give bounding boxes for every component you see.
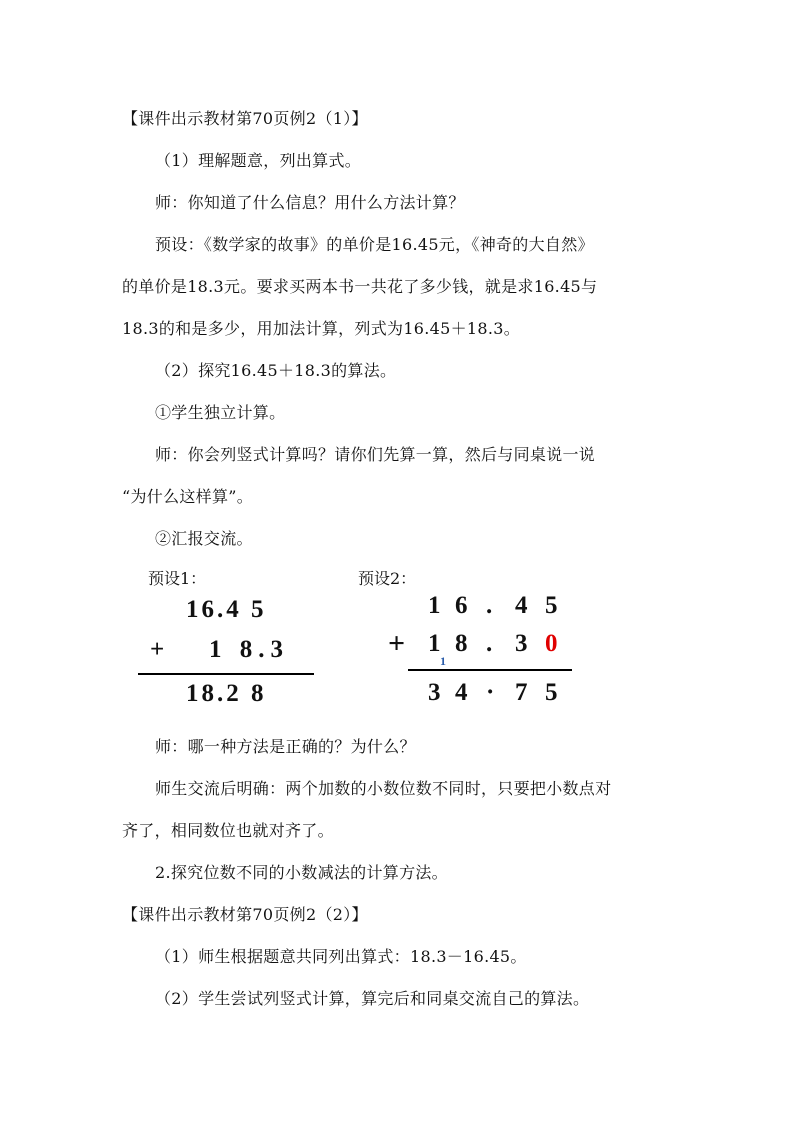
- preset-text-line-1: 预设：《数学家的故事》的单价是16.45元，《神奇的大自然》: [155, 235, 594, 254]
- preset-2-digit: 4: [455, 679, 468, 706]
- preset-2-digit: 5: [545, 592, 558, 619]
- preset-2-plus-sign: +: [388, 627, 406, 660]
- preset-1-label: 预设1：: [148, 569, 207, 588]
- preset-2-digit: 3: [428, 679, 441, 706]
- step-2-text: （2）探究16.45＋18.3的算法。: [155, 361, 397, 380]
- preset-2-decimal-point: .: [486, 630, 493, 657]
- heading-example-2-1: 【课件出示教材第70页例2（1）】: [122, 109, 368, 128]
- preset-1-addend-1: 16.4 5: [186, 596, 267, 623]
- preset-2-digit: 8: [455, 630, 468, 657]
- conclusion-line-2: 齐了，相同数位也就对齐了。: [122, 821, 334, 840]
- section-2-heading: 2.探究位数不同的小数减法的计算方法。: [155, 863, 448, 882]
- preset-2-digit: 7: [515, 679, 528, 706]
- teacher-which-method: 师：哪一种方法是正确的？为什么？: [155, 737, 416, 756]
- preset-1-result: 18.2 8: [186, 680, 267, 707]
- teacher-prompt-line-1: 师：你会列竖式计算吗？请你们先算一算，然后与同桌说一说: [155, 445, 596, 464]
- independent-calc: ①学生独立计算。: [155, 403, 286, 422]
- preset-2-appended-zero: 0: [545, 630, 558, 657]
- subtraction-step-2: （2）学生尝试列竖式计算，算完后和同桌交流自己的算法。: [155, 989, 590, 1008]
- subtraction-step-1: （1）师生根据题意共同列出算式：18.3－16.45。: [155, 947, 527, 966]
- step-1-text: （1）理解题意，列出算式。: [155, 151, 362, 170]
- preset-2-digit: 4: [515, 592, 528, 619]
- report-exchange: ②汇报交流。: [155, 529, 253, 548]
- heading-example-2-2: 【课件出示教材第70页例2（2）】: [122, 905, 368, 924]
- preset-1-sum-line: [138, 673, 314, 675]
- preset-2-digit: 3: [515, 630, 528, 657]
- preset-text-line-2: 的单价是18.3元。要求买两本书一共花了多少钱，就是求16.45与: [122, 277, 598, 296]
- preset-2-digit: 1: [428, 630, 441, 657]
- teacher-question: 师：你知道了什么信息？用什么方法计算？: [155, 193, 465, 212]
- preset-2-carry-mark: 1: [440, 654, 446, 668]
- preset-2-digit: 1: [428, 592, 441, 619]
- teacher-prompt-line-2: “为什么这样算”。: [122, 487, 254, 506]
- preset-2-label: 预设2：: [358, 569, 417, 588]
- preset-1-addend-2: 1 8.3: [209, 636, 289, 663]
- preset-2-digit: 6: [455, 592, 468, 619]
- preset-2-decimal-point: ·: [486, 679, 495, 706]
- preset-2-digit: 5: [545, 679, 558, 706]
- conclusion-line-1: 师生交流后明确：两个加数的小数位数不同时，只要把小数点对: [155, 779, 612, 798]
- preset-2-decimal-point: .: [486, 592, 493, 619]
- preset-text-line-3: 18.3的和是多少，用加法计算，列式为16.45＋18.3。: [122, 319, 521, 338]
- preset-2-sum-line: [408, 669, 572, 671]
- preset-1-plus-sign: +: [150, 636, 165, 663]
